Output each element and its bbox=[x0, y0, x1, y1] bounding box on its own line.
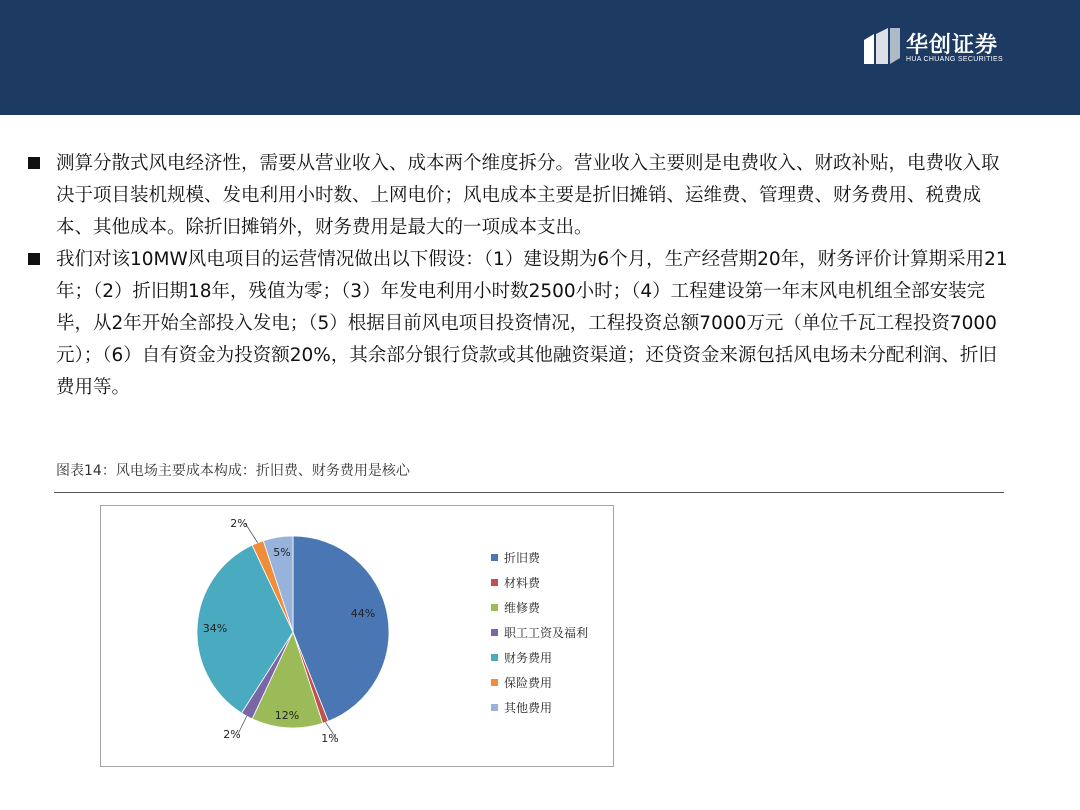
legend-item-2 bbox=[491, 600, 588, 625]
legend-swatch-6 bbox=[491, 704, 498, 711]
legend-item-6 bbox=[491, 700, 588, 725]
pie-chart-frame bbox=[100, 505, 614, 767]
bullet-list bbox=[20, 148, 1010, 404]
square-bullet-icon bbox=[28, 253, 40, 265]
pie-chart bbox=[101, 506, 481, 766]
legend-swatch-0 bbox=[491, 554, 498, 561]
slice-label-4: 34% bbox=[202, 622, 228, 635]
caption-divider bbox=[54, 492, 1004, 493]
logo-english-name: HUA CHUANG SECURITIES bbox=[906, 56, 1003, 63]
figure-caption: 图表14：风电场主要成本构成：折旧费、财务费用是核心 bbox=[56, 463, 410, 479]
legend-swatch-2 bbox=[491, 604, 498, 611]
logo-mark-icon bbox=[862, 28, 902, 68]
slice-label-3: 2% bbox=[223, 728, 241, 741]
legend-item-5 bbox=[491, 675, 588, 700]
legend-item-1 bbox=[491, 575, 588, 600]
legend-label-2: 维修费 bbox=[504, 601, 541, 615]
legend-label-0: 折旧费 bbox=[504, 551, 541, 565]
legend-swatch-5 bbox=[491, 679, 498, 686]
chart-legend bbox=[491, 550, 588, 725]
bullet-item bbox=[20, 148, 1010, 244]
legend-label-4: 财务费用 bbox=[504, 651, 553, 665]
legend-item-4 bbox=[491, 650, 588, 675]
legend-label-1: 材料费 bbox=[504, 576, 541, 590]
square-bullet-icon bbox=[28, 157, 40, 169]
bullet-item bbox=[20, 244, 1010, 404]
bullet-text: 测算分散式风电经济性，需要从营业收入、成本两个维度拆分。营业收入主要则是电费收入、财政补贴，电费收入取决于项目装机规模、发电利用小时数、上网电价；风电成本主要是折旧摊销、运维费、管理费、财务费用、税费成本、其他成本。除折旧摊销外，财务费用是最大的一项成本支出。 bbox=[56, 153, 1000, 238]
header-bar bbox=[0, 0, 1080, 115]
slice-label-2: 12% bbox=[274, 709, 300, 722]
legend-label-6: 其他费用 bbox=[504, 701, 553, 715]
legend-swatch-3 bbox=[491, 629, 498, 636]
slice-label-1: 1% bbox=[321, 732, 339, 745]
brand-logo bbox=[862, 28, 1022, 68]
legend-item-0 bbox=[491, 550, 588, 575]
legend-label-5: 保险费用 bbox=[504, 676, 553, 690]
bullet-text: 我们对该10MW风电项目的运营情况做出以下假设：（1）建设期为6个月，生产经营期20年，财务评价计算期采用21年；（2）折旧期18年，残值为零；（3）年发电利用小时数2500小时；（4）工程建设第一年末风电机组全部安装完毕，从2年开始全部投入发电；（5）根据目前风电项目投资情况，工程投资总额7000万元（单位千瓦工程投资7000元）；（6）自有资金为投资额20%，其余部分银行贷款或其他融资渠道；还贷资金来源包括风电场未分配利润、折旧费用等。 bbox=[56, 249, 1008, 398]
slice-label-0: 44% bbox=[350, 607, 376, 620]
slice-label-5: 2% bbox=[230, 517, 248, 530]
legend-label-3: 职工工资及福利 bbox=[504, 626, 589, 640]
slice-label-6: 5% bbox=[273, 546, 291, 559]
legend-swatch-1 bbox=[491, 579, 498, 586]
legend-swatch-4 bbox=[491, 654, 498, 661]
logo-chinese-name: 华创证券 bbox=[906, 33, 999, 58]
legend-item-3 bbox=[491, 625, 588, 650]
